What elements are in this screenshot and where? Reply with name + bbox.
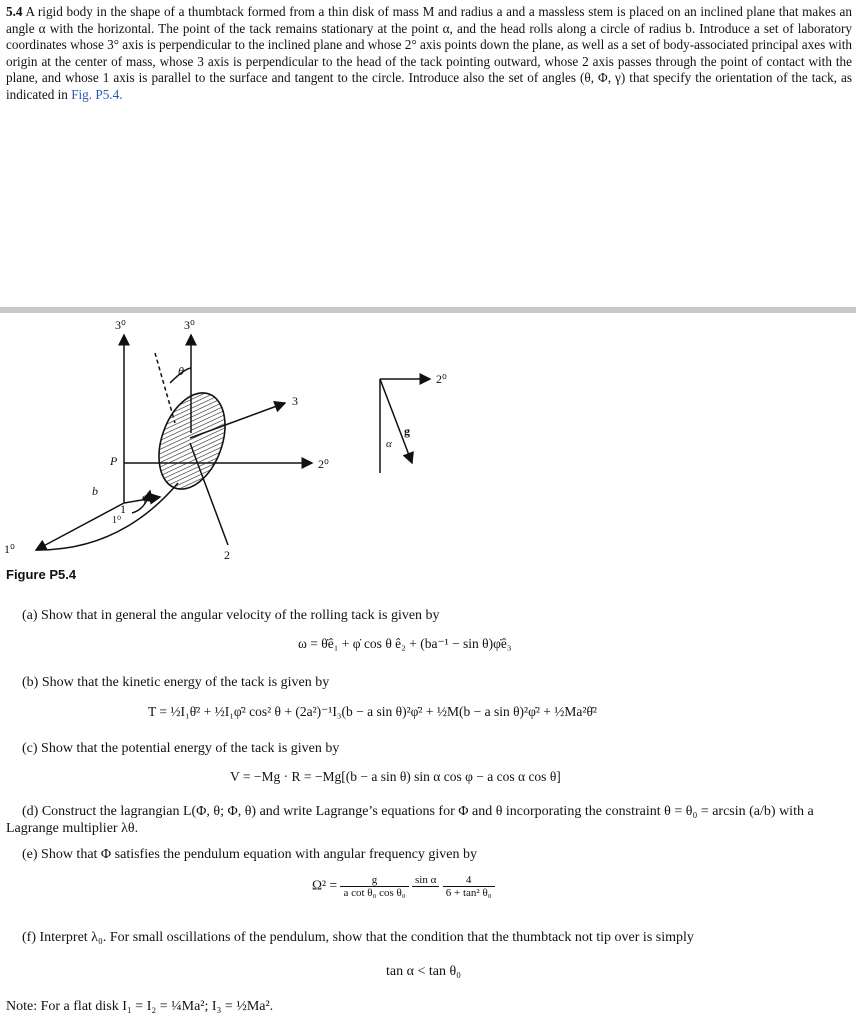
label-3: 3	[292, 394, 298, 408]
label-alpha: α	[386, 438, 392, 450]
label-3o-mid: 3⁰	[184, 318, 195, 332]
figure-p5-4	[0, 313, 856, 563]
label-1o-near: 1⁰	[112, 515, 122, 526]
omega2-frac3	[443, 874, 495, 899]
label-phi: φ	[142, 490, 149, 504]
label-2o-right: 2⁰	[436, 372, 447, 386]
part-b: (b) Show that the kinetic energy of the tack is given by	[22, 675, 330, 690]
footnote: Note: For a flat disk I₁ = I₂ = ¼Ma²; I₃ = ½Ma².	[6, 999, 274, 1014]
label-2: 2	[224, 548, 230, 562]
figure-link[interactable]: Fig. P5.4.	[71, 86, 123, 102]
axis-1o	[36, 503, 124, 550]
label-theta: θ	[178, 364, 184, 378]
thumbtack-disk	[147, 384, 238, 498]
label-P: P	[110, 454, 118, 468]
omega2-g: g	[340, 874, 408, 887]
part-c: (c) Show that the potential energy of the tack is given by	[22, 741, 340, 756]
omega2-frac2	[412, 874, 439, 899]
part-a: (a) Show that in general the angular velocity of the rolling tack is given by	[22, 608, 440, 623]
problem-text: A rigid body in the shape of a thumbtack formed from a thin disk of mass M and radius a and a massless stem is placed on an inclined plane that makes an angle α with the horizontal. The point of the tack remains stationary at the point α, and the head rolls along a circle of radius b. Introduce a set of laboratory coordinates whose 3° axis is perpendicular to the inclined plane and whose 2° axis points down the plane, as well as a set of body-associated principal axes with origin at the center of mass, whose 3 axis is perpendicular to the head of the tack pointing outward, whose 2 axis passes through the point of contact with the plane, and whose 1 axis is parallel to the surface and tangent to the circle. Introduce also the set of angles (θ, Φ, γ) that specify the orientation of the tack, as indicated in	[6, 4, 852, 102]
label-2o: 2⁰	[318, 457, 329, 471]
problem-statement	[6, 4, 852, 104]
omega2-den2: 6 + tan² θ₀	[445, 887, 492, 899]
gravity-arrow	[380, 379, 412, 463]
equation-T: T = ½I₁θ̇² + ½I₁φ̇² cos² θ + (2a²)⁻¹I₃(b − a sin θ)²φ̇² + ½M(b − a sin θ)²φ̇² + ½Ma²θ̇²	[148, 704, 597, 719]
equation-omega: ω = θ̇ê₁ + φ̇ cos θ ê₂ + (ba⁻¹ − sin θ)φ̇ê₃	[298, 636, 512, 651]
omega2-lhs: Ω² =	[312, 877, 338, 893]
label-b: b	[92, 484, 98, 498]
figure-caption: Figure P5.4	[6, 567, 77, 582]
omega2-num2: sin α	[412, 874, 439, 887]
omega2-den1: a cot θ₀ cos θ₀	[343, 887, 406, 899]
label-g: g	[404, 424, 410, 438]
part-f: (f) Interpret λ₀. For small oscillations of the pendulum, show that the condition that the thumbtack not tip over is simply	[22, 930, 694, 945]
equation-omega2	[312, 874, 495, 899]
part-d: (d) Construct the lagrangian L(Φ, θ; Φ, θ) and write Lagrange’s equations for Φ and θ incorporating the constraint θ = θ₀ = arcsin (a/b) with a Lagrange multiplier λθ.	[6, 804, 814, 836]
omega2-frac1	[340, 874, 408, 899]
problem-number: 5.4	[6, 4, 23, 19]
label-1o: 1⁰	[4, 542, 15, 556]
part-e: (e) Show that Φ satisfies the pendulum equation with angular frequency given by	[22, 847, 478, 862]
omega2-num3: 4	[443, 874, 495, 887]
label-3o-left: 3⁰	[115, 318, 126, 332]
label-1: 1	[120, 502, 126, 516]
equation-tan: tan α < tan θ₀	[386, 964, 462, 979]
equation-V: V = −Mg · R = −Mg[(b − a sin θ) sin α cos φ − a cos α cos θ]	[230, 769, 561, 784]
